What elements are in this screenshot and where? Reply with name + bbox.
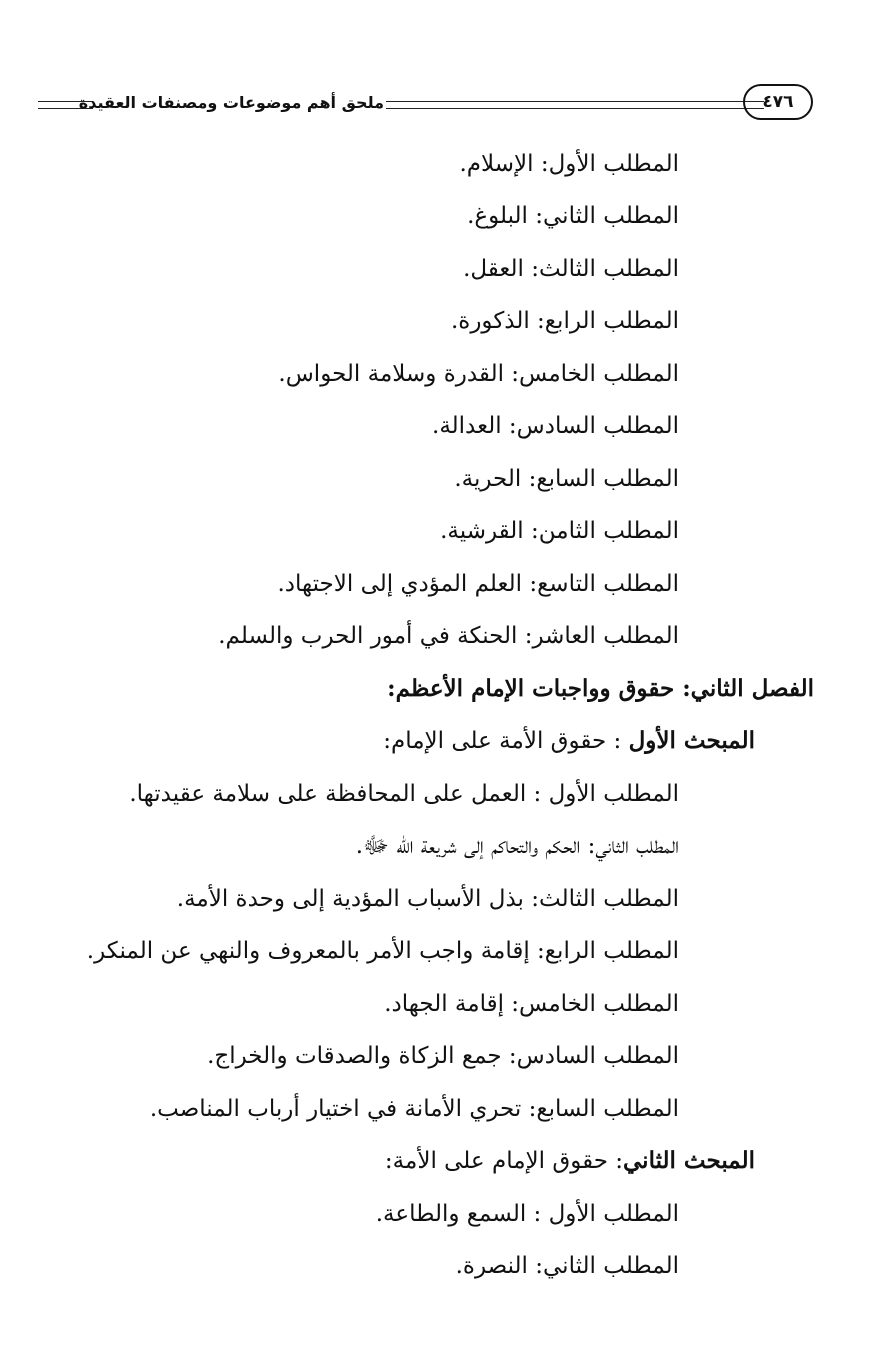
entry-text: المطلب الثامن: القرشية. [440,518,679,544]
entry-text: المطلب السابع: الحرية. [454,466,679,492]
section-title: : حقوق الإمام على الأمة: [384,1148,623,1174]
entry-text: المطلب الأول : العمل على المحافظة على سلامة عقيدتها. [129,781,679,807]
running-header-title: ملحق أهم موضوعات ومصنفات العقيدة [78,93,384,112]
chapter-title: حقوق وواجبات الإمام الأعظم: [387,675,683,702]
header-rule-middle [386,101,764,109]
section-label: المبحث الثاني [623,1147,755,1174]
page-header [38,84,813,124]
toc-entry [150,1089,679,1129]
entry-text: المطلب الثاني: البلوغ. [467,203,679,229]
entry-text: المطلب السادس: جمع الزكاة والصدقات والخراج. [207,1043,679,1069]
toc-entry [376,1194,679,1234]
toc-entry [454,459,679,499]
entry-text: المطلب الثاني: النصرة. [455,1253,679,1279]
entry-text: المطلب الثاني: الحكم والتحاكم إلى شريعة الله ﷻ. [355,833,679,859]
page-number: ٤٧٦ [743,84,813,120]
entry-text: المطلب الثالث: بذل الأسباب المؤدية إلى وحدة الأمة. [176,886,679,912]
toc-entry [432,406,679,446]
toc-entry [278,354,679,394]
toc-entry [451,301,679,341]
chapter-heading [387,669,814,709]
entry-text: المطلب الرابع: إقامة واجب الأمر بالمعروف والنهي عن المنكر. [86,938,679,964]
entry-text: المطلب الأول : السمع والطاعة. [375,1201,679,1227]
entry-text: المطلب السادس: العدالة. [432,413,679,439]
chapter-label: الفصل الثاني: [682,675,814,702]
section-title: : حقوق الأمة على الإمام: [383,728,629,754]
entry-text: المطلب الخامس: القدرة وسلامة الحواس. [278,361,679,387]
entry-text: المطلب السابع: تحري الأمانة في اختيار أرباب المناصب. [149,1096,679,1122]
toc-entry [277,564,679,604]
toc-entry [440,511,679,551]
toc-entry [207,1036,679,1076]
toc-entry [218,616,679,656]
toc-entry [384,984,679,1024]
entry-text: المطلب التاسع: العلم المؤدي إلى الاجتهاد. [277,571,679,597]
entry-text: المطلب الثالث: العقل. [463,256,679,282]
section-heading [385,1141,755,1181]
toc-entry [129,774,679,814]
toc-entry [456,1246,679,1286]
entry-text: المطلب الخامس: إقامة الجهاد. [384,991,679,1017]
entry-text: المطلب الرابع: الذكورة. [450,308,679,334]
entry-text: المطلب العاشر: الحنكة في أمور الحرب والسلم. [218,623,679,649]
toc-entry [87,931,679,971]
section-heading [383,721,755,761]
toc-entry [463,249,679,289]
toc-entry [356,826,679,866]
section-label: المبحث الأول [628,727,755,754]
entry-text: المطلب الأول: الإسلام. [459,151,679,177]
toc-entry [177,879,679,919]
toc-entry [467,196,679,236]
toc-entry [459,144,679,184]
